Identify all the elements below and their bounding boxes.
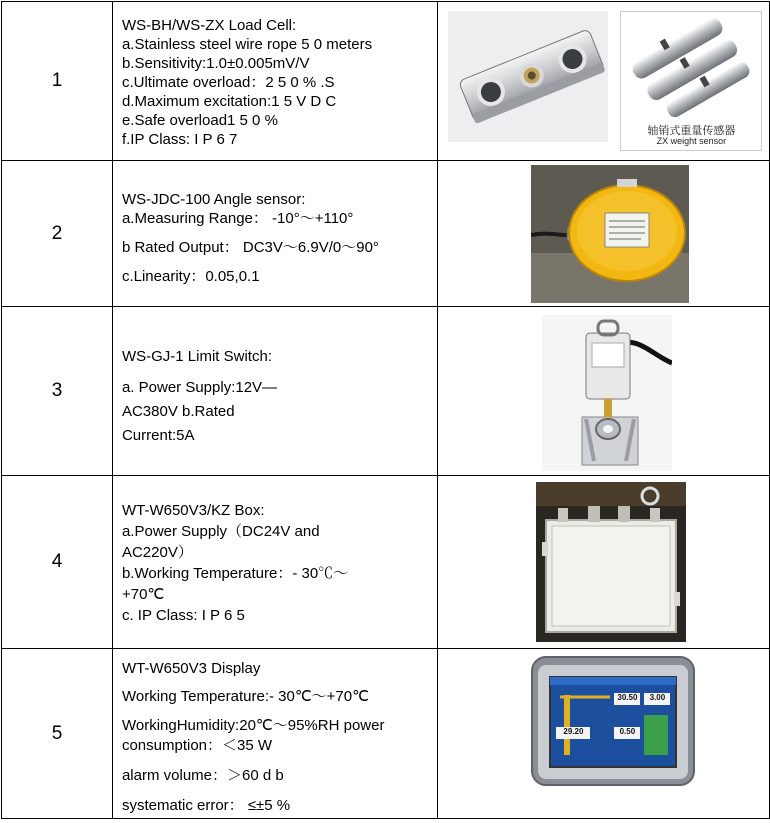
spec-line: AC380V b.Rated [121,403,235,420]
spec-line: a.Power Supply（DC24V and [121,523,320,540]
spec-line: c.Linearity：0.05,0.1 [121,267,260,285]
spec-line: c.Ultimate overload：2 5 0 % .S [121,74,335,91]
row-number: 2 [2,161,113,307]
spec-line: WorkingHumidity:20℃～95%RH power [121,717,385,734]
table-row [2,307,770,476]
spec-line: f.IP Class: I P 6 7 [121,131,238,148]
spec-line: a. Power Supply:12V— [121,379,278,396]
spec-line: e.Safe overload1 5 0 % [121,112,278,129]
spec-line: alarm volume：＞60 d b [121,767,284,784]
table-row [2,161,770,307]
display-unit-image [530,655,696,787]
load-cell-image [448,11,608,142]
spec-line: a.Measuring Range： -10°～+110° [121,209,354,227]
product-image-cell [438,476,770,649]
item-title: WS-GJ-1 Limit Switch: [121,348,272,365]
screen-value: 29.20 [563,727,584,736]
table-row [2,649,770,819]
spec-line: +70℃ [121,586,165,603]
spec-line: d.Maximum excitation:1 5 V D C [121,93,337,110]
row-number: 4 [2,476,113,649]
item-title: WT-W650V3 Display [121,660,261,677]
item-title: WS-JDC-100 Angle sensor: [121,190,306,208]
spec-line: b.Working Temperature：- 30℃～ [121,565,349,582]
row-description [112,2,437,161]
spec-line: Working Temperature:- 30℃～+70℃ [121,688,369,705]
spec-line: c. IP Class: I P 6 5 [121,607,245,624]
spec-line: b Rated Output： DC3V～6.9V/0～90° [121,238,379,256]
spec-line: AC220V） [121,544,193,561]
row-number: 5 [2,649,113,819]
image-caption-en: ZX weight sensor [656,136,727,146]
row-description [112,161,437,307]
spec-table [1,1,770,819]
table-row [2,2,770,161]
product-image-cell [438,2,770,161]
spec-line: consumption：＜35 W [121,737,273,754]
spec-line: systematic error： ≤±5 % [121,797,291,814]
pin-sensor-image [620,11,762,151]
row-description [112,649,437,819]
screen-value: 0.50 [619,727,636,736]
item-title: WT-W650V3/KZ Box: [121,502,265,519]
limit-switch-image [542,315,672,471]
angle-sensor-image [531,165,689,303]
control-box-image [536,482,686,642]
product-image-cell [438,161,770,307]
spec-line: a.Stainless steel wire rope 5 0 meters [121,36,373,53]
row-number: 1 [2,2,113,161]
item-title: WS-BH/WS-ZX Load Cell: [121,17,297,34]
product-image-cell [438,649,770,819]
screen-value: 30.50 [617,693,638,702]
spec-line: Current:5A [121,427,195,444]
image-caption-cn: 轴销式重量传感器 [647,125,736,137]
spec-line: b.Sensitivity:1.0±0.005mV/V [121,55,310,72]
screen-value: 3.00 [649,693,666,702]
row-number: 3 [2,307,113,476]
row-description [112,476,437,649]
row-description [112,307,437,476]
table-row [2,476,770,649]
product-image-cell [438,307,770,476]
